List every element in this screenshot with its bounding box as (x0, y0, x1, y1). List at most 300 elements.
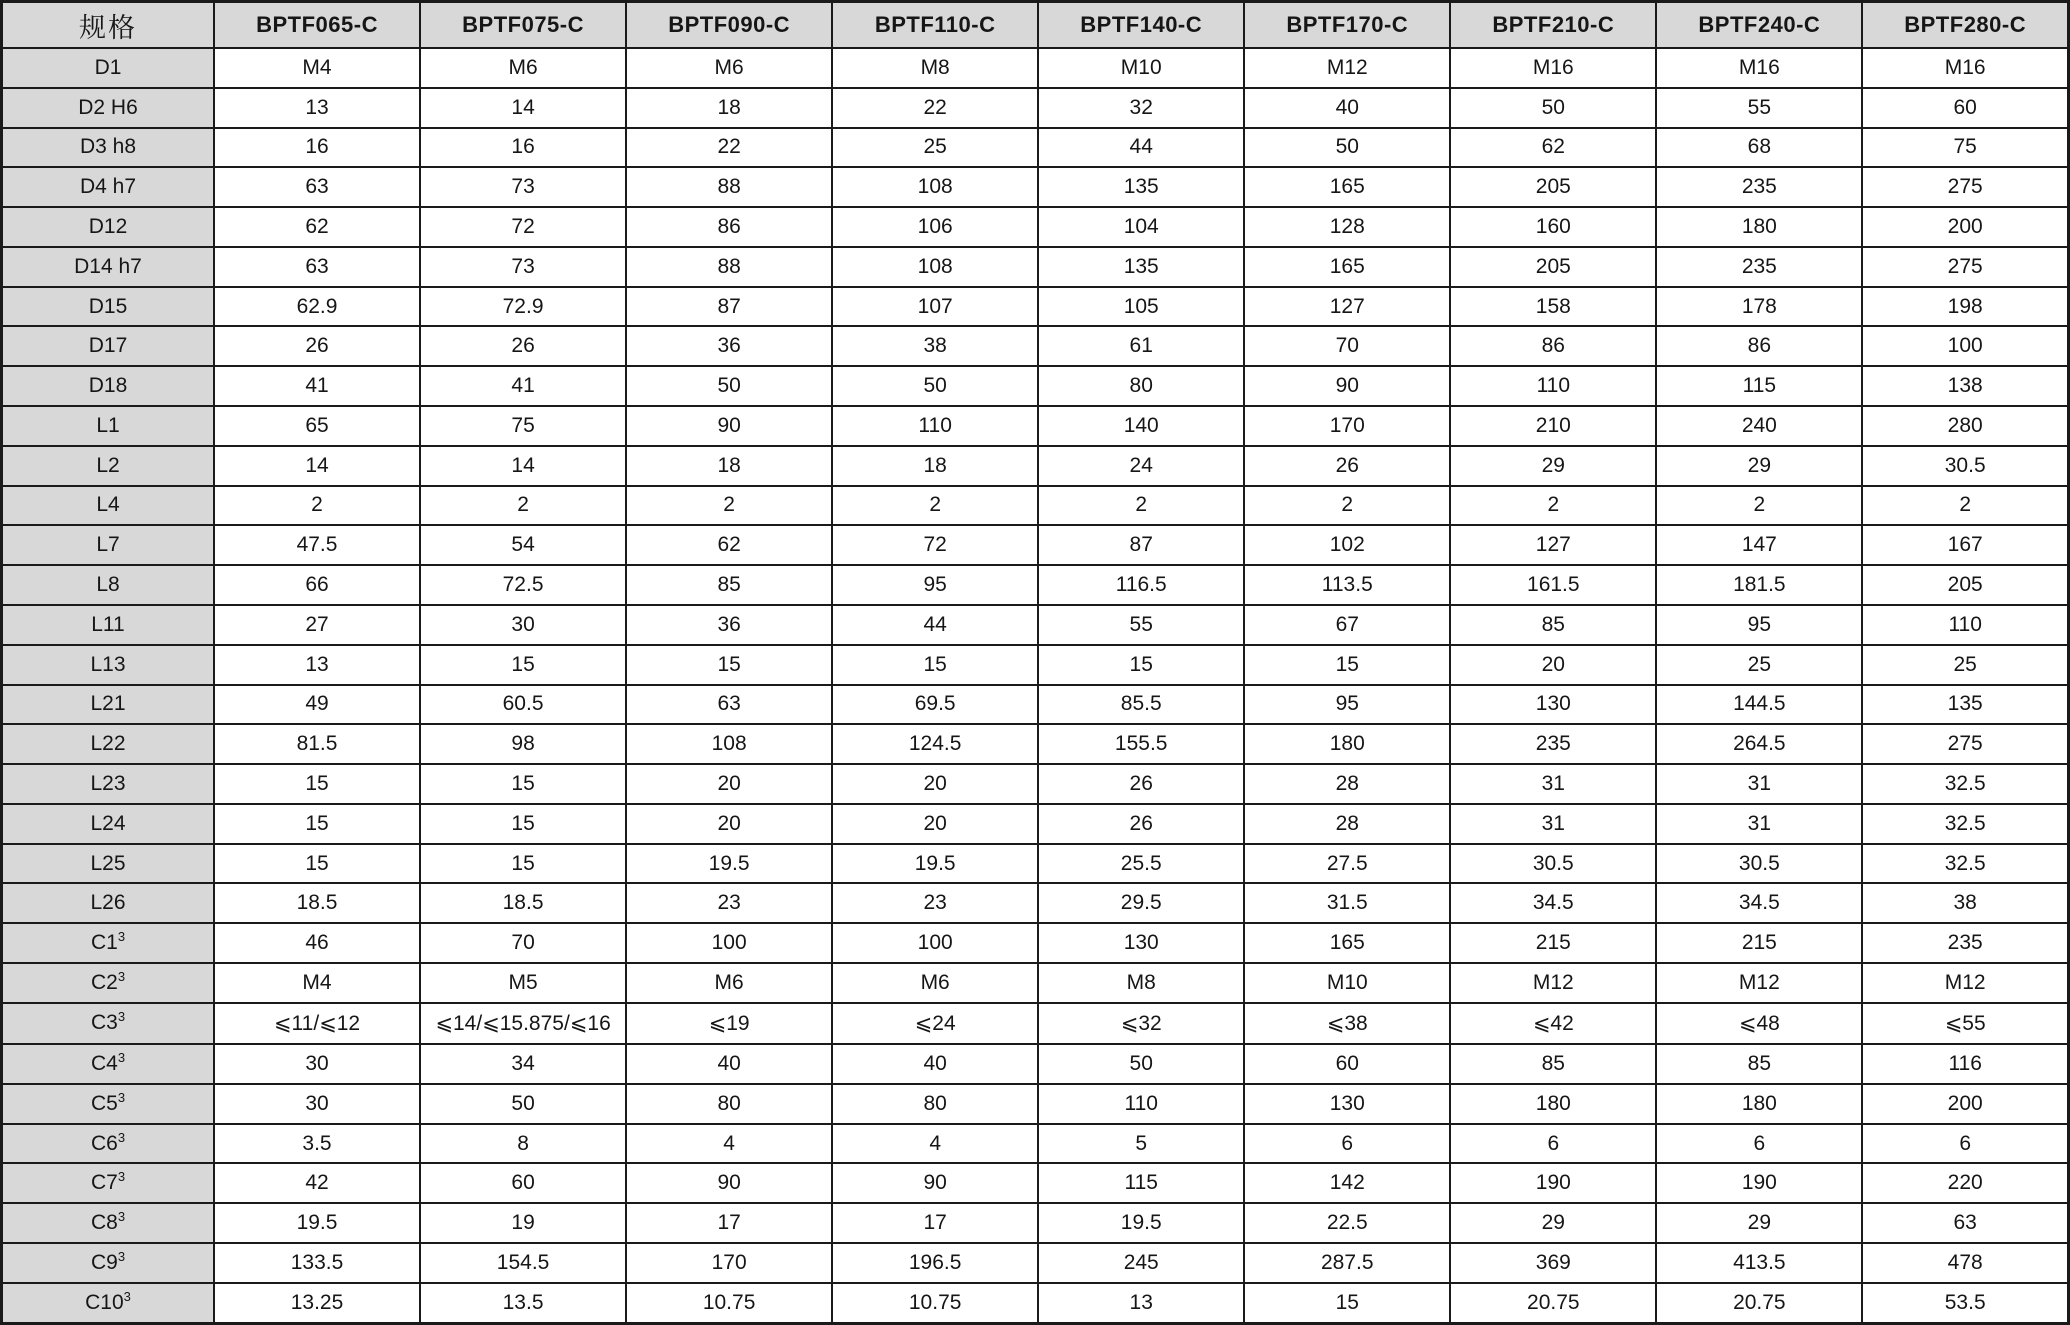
table-cell: 32.5 (1862, 844, 2068, 884)
table-cell: 13 (214, 88, 420, 128)
table-cell: 115 (1038, 1163, 1244, 1203)
table-row (2, 963, 2069, 1003)
table-cell: 100 (832, 923, 1038, 963)
table-cell: 47.5 (214, 525, 420, 565)
row-label: L24 (2, 804, 215, 844)
table-cell: 138 (1862, 366, 2068, 406)
row-label: L11 (2, 605, 215, 645)
table-cell: 36 (626, 605, 832, 645)
table-cell: ⩽14/⩽15.875/⩽16 (420, 1003, 626, 1044)
table-cell: M10 (1244, 963, 1450, 1003)
table-cell: 70 (420, 923, 626, 963)
table-row (2, 565, 2069, 605)
table-cell: 15 (420, 645, 626, 685)
table-cell: 15 (1244, 645, 1450, 685)
table-cell: 20 (832, 764, 1038, 804)
table-row (2, 406, 2069, 446)
table-cell: 167 (1862, 525, 2068, 565)
row-label: $C4^3$ (2, 1044, 215, 1084)
table-cell: 6 (1450, 1124, 1656, 1164)
row-label: $C10^3$ (2, 1283, 215, 1324)
table-cell: 65 (214, 406, 420, 446)
row-label-superscript: 3 (117, 1209, 126, 1225)
table-cell: 18 (626, 88, 832, 128)
table-cell: 18 (626, 446, 832, 486)
table-cell: 26 (214, 326, 420, 366)
table-cell: 20.75 (1656, 1283, 1862, 1324)
table-cell: 200 (1862, 207, 2068, 247)
table-cell: 20 (832, 804, 1038, 844)
row-label: D12 (2, 207, 215, 247)
row-label: L22 (2, 724, 215, 764)
table-cell: 40 (832, 1044, 1038, 1084)
table-cell: 110 (1862, 605, 2068, 645)
table-cell: 180 (1450, 1084, 1656, 1124)
table-cell: 86 (1656, 326, 1862, 366)
table-row (2, 88, 2069, 128)
table-cell: 73 (420, 247, 626, 287)
table-cell: 62 (626, 525, 832, 565)
table-cell: 144.5 (1656, 685, 1862, 725)
table-row (2, 883, 2069, 923)
table-cell: 13.5 (420, 1283, 626, 1324)
table-cell: 85 (626, 565, 832, 605)
table-cell: 170 (1244, 406, 1450, 446)
row-label: L2 (2, 446, 215, 486)
table-cell: 27.5 (1244, 844, 1450, 884)
table-cell: 140 (1038, 406, 1244, 446)
table-cell: 87 (626, 287, 832, 327)
row-label: $C7^3$ (2, 1163, 215, 1203)
table-cell: 181.5 (1656, 565, 1862, 605)
table-cell: 14 (214, 446, 420, 486)
table-cell: 95 (832, 565, 1038, 605)
table-cell: 220 (1862, 1163, 2068, 1203)
table-cell: 20 (626, 804, 832, 844)
table-cell: 15 (214, 804, 420, 844)
table-cell: 41 (420, 366, 626, 406)
table-cell: 2 (214, 486, 420, 526)
table-cell: 31 (1450, 804, 1656, 844)
table-row (2, 247, 2069, 287)
table-cell: 44 (1038, 128, 1244, 168)
table-cell: 26 (1038, 764, 1244, 804)
table-row (2, 923, 2069, 963)
table-cell: 6 (1244, 1124, 1450, 1164)
table-cell: 110 (1450, 366, 1656, 406)
spec-corner-header: 规格 (2, 2, 215, 49)
table-row (2, 1044, 2069, 1084)
table-cell: 23 (832, 883, 1038, 923)
row-label: L8 (2, 565, 215, 605)
table-cell: 90 (626, 1163, 832, 1203)
row-label: $C1^3$ (2, 923, 215, 963)
table-cell: 135 (1862, 685, 2068, 725)
table-cell: 106 (832, 207, 1038, 247)
table-cell: 19 (420, 1203, 626, 1243)
table-cell: 116 (1862, 1044, 2068, 1084)
table-cell: 108 (832, 247, 1038, 287)
table-cell: 70 (1244, 326, 1450, 366)
table-cell: 165 (1244, 167, 1450, 207)
table-row (2, 326, 2069, 366)
table-cell: 63 (214, 167, 420, 207)
table-cell: 30.5 (1656, 844, 1862, 884)
table-cell: 413.5 (1656, 1243, 1862, 1283)
table-cell: 110 (832, 406, 1038, 446)
row-label: $C9^3$ (2, 1243, 215, 1283)
row-label: D18 (2, 366, 215, 406)
table-cell: 2 (1038, 486, 1244, 526)
table-cell: 46 (214, 923, 420, 963)
table-cell: 50 (1450, 88, 1656, 128)
table-cell: ⩽11/⩽12 (214, 1003, 420, 1044)
row-label-superscript: 3 (117, 1089, 126, 1105)
table-cell: 2 (420, 486, 626, 526)
table-cell: 18.5 (420, 883, 626, 923)
table-row (2, 128, 2069, 168)
table-cell: 19.5 (214, 1203, 420, 1243)
row-label: L21 (2, 685, 215, 725)
table-cell: 107 (832, 287, 1038, 327)
table-cell: 235 (1450, 724, 1656, 764)
table-row (2, 1163, 2069, 1203)
table-cell: 29 (1656, 1203, 1862, 1243)
row-label: L25 (2, 844, 215, 884)
table-cell: 88 (626, 247, 832, 287)
model-column-header: BPTF065-C (214, 2, 420, 49)
table-cell: 215 (1656, 923, 1862, 963)
table-cell: M10 (1038, 48, 1244, 88)
table-cell: 275 (1862, 247, 2068, 287)
row-label: $C5^3$ (2, 1084, 215, 1124)
table-row (2, 645, 2069, 685)
table-cell: 147 (1656, 525, 1862, 565)
table-cell: 50 (1038, 1044, 1244, 1084)
table-cell: M12 (1450, 963, 1656, 1003)
table-cell: 86 (1450, 326, 1656, 366)
table-cell: 205 (1450, 247, 1656, 287)
table-cell: 19.5 (832, 844, 1038, 884)
table-cell: 15 (832, 645, 1038, 685)
table-cell: 55 (1038, 605, 1244, 645)
table-cell: 180 (1244, 724, 1450, 764)
row-label-superscript: 3 (117, 929, 126, 945)
table-cell: 85 (1450, 605, 1656, 645)
table-cell: 41 (214, 366, 420, 406)
table-cell: 90 (832, 1163, 1038, 1203)
table-cell: 113.5 (1244, 565, 1450, 605)
table-cell: 20.75 (1450, 1283, 1656, 1324)
table-cell: 165 (1244, 247, 1450, 287)
table-cell: 29 (1450, 1203, 1656, 1243)
table-cell: 110 (1038, 1084, 1244, 1124)
table-cell: 102 (1244, 525, 1450, 565)
table-cell: 85 (1450, 1044, 1656, 1084)
table-cell: 3.5 (214, 1124, 420, 1164)
table-cell: 28 (1244, 804, 1450, 844)
table-cell: 30 (214, 1044, 420, 1084)
table-cell: 205 (1862, 565, 2068, 605)
table-row (2, 1283, 2069, 1324)
table-cell: 31.5 (1244, 883, 1450, 923)
row-label: $C6^3$ (2, 1124, 215, 1164)
table-cell: 75 (1862, 128, 2068, 168)
table-cell: 38 (1862, 883, 2068, 923)
table-cell: 55 (1656, 88, 1862, 128)
table-cell: 275 (1862, 167, 2068, 207)
table-row (2, 366, 2069, 406)
table-cell: M16 (1656, 48, 1862, 88)
table-cell: 69.5 (832, 685, 1038, 725)
table-cell: 63 (1862, 1203, 2068, 1243)
table-cell: 2 (1244, 486, 1450, 526)
table-cell: 25 (1862, 645, 2068, 685)
table-cell: 180 (1656, 1084, 1862, 1124)
table-cell: 155.5 (1038, 724, 1244, 764)
table-cell: 19.5 (1038, 1203, 1244, 1243)
table-cell: 108 (626, 724, 832, 764)
row-label: L13 (2, 645, 215, 685)
table-cell: 100 (1862, 326, 2068, 366)
table-cell: 31 (1450, 764, 1656, 804)
table-cell: 60 (420, 1163, 626, 1203)
table-cell: 17 (832, 1203, 1038, 1243)
table-cell: 80 (1038, 366, 1244, 406)
table-cell: M4 (214, 963, 420, 1003)
table-cell: 42 (214, 1163, 420, 1203)
table-cell: 95 (1656, 605, 1862, 645)
row-label: $C2^3$ (2, 963, 215, 1003)
table-row (2, 48, 2069, 88)
row-label: L23 (2, 764, 215, 804)
table-cell: 66 (214, 565, 420, 605)
table-cell: 61 (1038, 326, 1244, 366)
table-cell: 235 (1656, 247, 1862, 287)
table-cell: 235 (1656, 167, 1862, 207)
table-row (2, 804, 2069, 844)
table-cell: 24 (1038, 446, 1244, 486)
table-cell: 130 (1038, 923, 1244, 963)
table-cell: 287.5 (1244, 1243, 1450, 1283)
table-cell: 90 (626, 406, 832, 446)
table-cell: 127 (1450, 525, 1656, 565)
table-cell: 116.5 (1038, 565, 1244, 605)
table-cell: 38 (832, 326, 1038, 366)
table-row (2, 1124, 2069, 1164)
table-row (2, 207, 2069, 247)
model-column-header: BPTF280-C (1862, 2, 2068, 49)
table-cell: 90 (1244, 366, 1450, 406)
table-cell: 2 (832, 486, 1038, 526)
table-row (2, 287, 2069, 327)
table-cell: 54 (420, 525, 626, 565)
table-cell: 20 (1450, 645, 1656, 685)
row-label: D3 h8 (2, 128, 215, 168)
table-cell: 115 (1656, 366, 1862, 406)
table-cell: ⩽32 (1038, 1003, 1244, 1044)
table-cell: 13 (214, 645, 420, 685)
table-cell: 100 (626, 923, 832, 963)
table-cell: 85.5 (1038, 685, 1244, 725)
table-cell: 18.5 (214, 883, 420, 923)
table-cell: 165 (1244, 923, 1450, 963)
row-label: L4 (2, 486, 215, 526)
table-cell: 30 (214, 1084, 420, 1124)
table-header (2, 2, 2069, 49)
table-row (2, 446, 2069, 486)
table-cell: ⩽55 (1862, 1003, 2068, 1044)
model-column-header: BPTF110-C (832, 2, 1038, 49)
table-cell: 15 (420, 804, 626, 844)
table-cell: 20 (626, 764, 832, 804)
table-cell: 196.5 (832, 1243, 1038, 1283)
table-cell: 16 (214, 128, 420, 168)
table-cell: 32 (1038, 88, 1244, 128)
table-cell: 25 (1656, 645, 1862, 685)
model-column-header: BPTF075-C (420, 2, 626, 49)
table-cell: 80 (832, 1084, 1038, 1124)
table-cell: M6 (832, 963, 1038, 1003)
table-cell: ⩽24 (832, 1003, 1038, 1044)
table-cell: 88 (626, 167, 832, 207)
table-row (2, 844, 2069, 884)
model-column-header: BPTF140-C (1038, 2, 1244, 49)
table-cell: M5 (420, 963, 626, 1003)
table-cell: 280 (1862, 406, 2068, 446)
table-cell: 85 (1656, 1044, 1862, 1084)
table-cell: ⩽42 (1450, 1003, 1656, 1044)
table-cell: 2 (1450, 486, 1656, 526)
table-cell: 180 (1656, 207, 1862, 247)
table-cell: 210 (1450, 406, 1656, 446)
table-cell: M6 (626, 963, 832, 1003)
table-cell: 104 (1038, 207, 1244, 247)
table-cell: 264.5 (1656, 724, 1862, 764)
model-column-header: BPTF210-C (1450, 2, 1656, 49)
table-cell: 27 (214, 605, 420, 645)
table-cell: 22.5 (1244, 1203, 1450, 1243)
table-cell: 50 (832, 366, 1038, 406)
table-cell: 26 (1244, 446, 1450, 486)
table-cell: 31 (1656, 764, 1862, 804)
table-cell: 105 (1038, 287, 1244, 327)
table-cell: 235 (1862, 923, 2068, 963)
row-label: D4 h7 (2, 167, 215, 207)
table-cell: 170 (626, 1243, 832, 1283)
table-cell: 72.9 (420, 287, 626, 327)
table-cell: 8 (420, 1124, 626, 1164)
table-cell: 32.5 (1862, 764, 2068, 804)
model-column-header: BPTF090-C (626, 2, 832, 49)
table-cell: 63 (214, 247, 420, 287)
table-cell: 98 (420, 724, 626, 764)
table-cell: 369 (1450, 1243, 1656, 1283)
table-cell: 133.5 (214, 1243, 420, 1283)
table-cell: M8 (1038, 963, 1244, 1003)
table-cell: 25.5 (1038, 844, 1244, 884)
table-cell: 15 (626, 645, 832, 685)
table-cell: 63 (626, 685, 832, 725)
row-label-superscript: 3 (117, 1169, 126, 1185)
table-cell: 62.9 (214, 287, 420, 327)
table-cell: 190 (1656, 1163, 1862, 1203)
table-cell: M6 (626, 48, 832, 88)
table-cell: 15 (420, 764, 626, 804)
table-cell: 80 (626, 1084, 832, 1124)
table-cell: 2 (626, 486, 832, 526)
table-cell: 240 (1656, 406, 1862, 446)
table-cell: 29 (1450, 446, 1656, 486)
table-cell: 28 (1244, 764, 1450, 804)
table-row (2, 1243, 2069, 1283)
table-cell: 86 (626, 207, 832, 247)
row-label: L1 (2, 406, 215, 446)
table-cell: 60 (1862, 88, 2068, 128)
table-cell: 22 (832, 88, 1038, 128)
table-cell: M12 (1656, 963, 1862, 1003)
table-cell: M12 (1862, 963, 2068, 1003)
table-cell: 75 (420, 406, 626, 446)
table-cell: 67 (1244, 605, 1450, 645)
table-cell: M8 (832, 48, 1038, 88)
table-cell: 2 (1862, 486, 2068, 526)
table-cell: 161.5 (1450, 565, 1656, 605)
row-label-superscript: 3 (117, 968, 126, 984)
table-cell: 30.5 (1862, 446, 2068, 486)
table-cell: 60.5 (420, 685, 626, 725)
row-label-superscript: 3 (117, 1129, 126, 1145)
table-cell: 34.5 (1656, 883, 1862, 923)
table-cell: 36 (626, 326, 832, 366)
table-cell: M12 (1244, 48, 1450, 88)
table-cell: 53.5 (1862, 1283, 2068, 1324)
table-cell: 44 (832, 605, 1038, 645)
table-cell: 72.5 (420, 565, 626, 605)
table-cell: 15 (214, 764, 420, 804)
table-cell: 198 (1862, 287, 2068, 327)
table-cell: 30 (420, 605, 626, 645)
table-cell: 23 (626, 883, 832, 923)
row-label: $C8^3$ (2, 1203, 215, 1243)
row-label: D17 (2, 326, 215, 366)
table-cell: 68 (1656, 128, 1862, 168)
table-cell: 160 (1450, 207, 1656, 247)
table-cell: 25 (832, 128, 1038, 168)
table-cell: 128 (1244, 207, 1450, 247)
table-row (2, 525, 2069, 565)
table-cell: 72 (420, 207, 626, 247)
table-cell: 6 (1656, 1124, 1862, 1164)
row-label: D2 H6 (2, 88, 215, 128)
table-row (2, 1203, 2069, 1243)
table-cell: 190 (1450, 1163, 1656, 1203)
table-cell: ⩽19 (626, 1003, 832, 1044)
table-cell: 29 (1656, 446, 1862, 486)
table-cell: 26 (420, 326, 626, 366)
table-cell: 19.5 (626, 844, 832, 884)
model-column-header: BPTF240-C (1656, 2, 1862, 49)
table-cell: 15 (420, 844, 626, 884)
row-label: $C3^3$ (2, 1003, 215, 1044)
table-cell: 50 (420, 1084, 626, 1124)
table-cell: 50 (626, 366, 832, 406)
table-cell: 29.5 (1038, 883, 1244, 923)
table-cell: 15 (214, 844, 420, 884)
table-cell: M16 (1450, 48, 1656, 88)
table-cell: 108 (832, 167, 1038, 207)
table-cell: 34.5 (1450, 883, 1656, 923)
